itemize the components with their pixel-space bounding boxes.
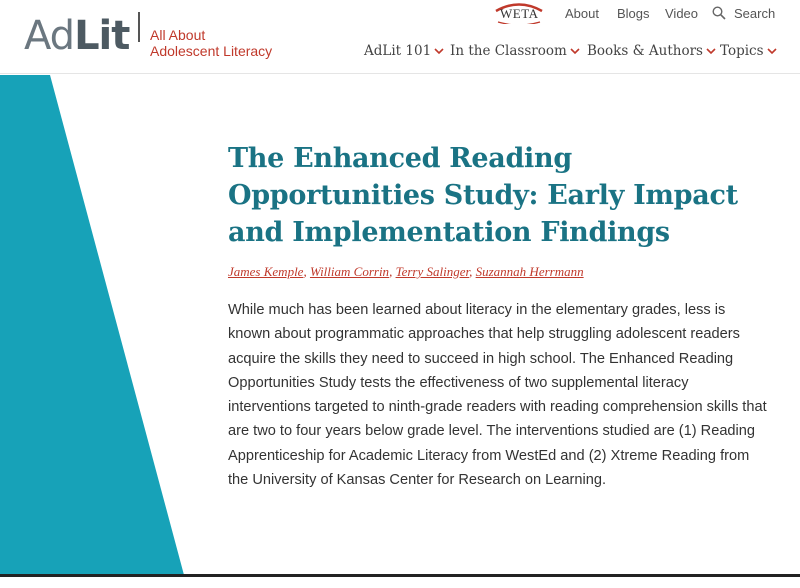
author-link-corrin[interactable]: William Corrin	[309, 264, 390, 279]
adlit-logo[interactable]	[24, 14, 129, 58]
nav-topics-label: Topics	[720, 43, 764, 59]
nav-books-authors[interactable]	[587, 43, 716, 59]
chevron-down-icon	[767, 48, 777, 55]
article-title: The Enhanced Reading Opportunities Study: Early Impact and Implementation Findings	[228, 143, 738, 248]
chevron-down-icon	[570, 48, 580, 55]
nav-adlit-101[interactable]	[364, 43, 444, 59]
nav-books-authors-label: Books & Authors	[587, 43, 703, 59]
nav-in-the-classroom-label: In the Classroom	[450, 43, 567, 59]
logo-lit-text: Lit	[74, 13, 130, 59]
logo-divider	[138, 12, 140, 42]
nav-in-the-classroom[interactable]	[450, 43, 580, 59]
nav-topics[interactable]	[720, 43, 777, 59]
site-tagline	[150, 27, 272, 59]
search-link[interactable]: Search	[734, 6, 776, 21]
author-separator: ,	[469, 264, 473, 279]
bottom-divider	[0, 574, 800, 577]
article-authors	[228, 264, 584, 280]
search-icon[interactable]	[712, 6, 726, 20]
author-separator: ,	[389, 264, 393, 279]
author-link-herrmann[interactable]: Suzannah Herrmann	[475, 264, 584, 279]
tagline-line-1: All About	[150, 27, 206, 43]
tagline-line-2: Adolescent Literacy	[150, 43, 273, 59]
article-summary: While much has been learned about literacy in the elementary grades, less is known about programmatic approaches that help struggling adolescent readers acquire the skills they need to succeed in high school. The Enhanced Reading Opportunities Study tests the effectiveness of two supplemental literacy interventions targeted to ninth-grade readers with reading comprehension skills that are two to four years below grade level. The interventions studied are (1) Reading Apprenticeship for Academic Literacy from WestEd and (2) Xtreme Reading from the University of Kansas Center for Research on Learning.	[228, 302, 767, 489]
author-link-kemple[interactable]: James Kemple	[228, 264, 304, 279]
site-header	[0, 0, 800, 74]
chevron-down-icon	[706, 48, 716, 55]
author-separator: ,	[303, 264, 307, 279]
video-link[interactable]: Video	[665, 6, 699, 21]
weta-logo-text: WETA	[500, 6, 539, 21]
chevron-down-icon	[434, 48, 444, 55]
decorative-teal-band	[0, 75, 190, 575]
blogs-link[interactable]: Blogs	[617, 6, 650, 21]
about-link[interactable]: About	[565, 6, 599, 21]
author-link-salinger[interactable]: Terry Salinger	[395, 264, 470, 279]
nav-adlit-101-label: AdLit 101	[364, 43, 432, 59]
logo-ad-text: Ad	[24, 13, 75, 59]
